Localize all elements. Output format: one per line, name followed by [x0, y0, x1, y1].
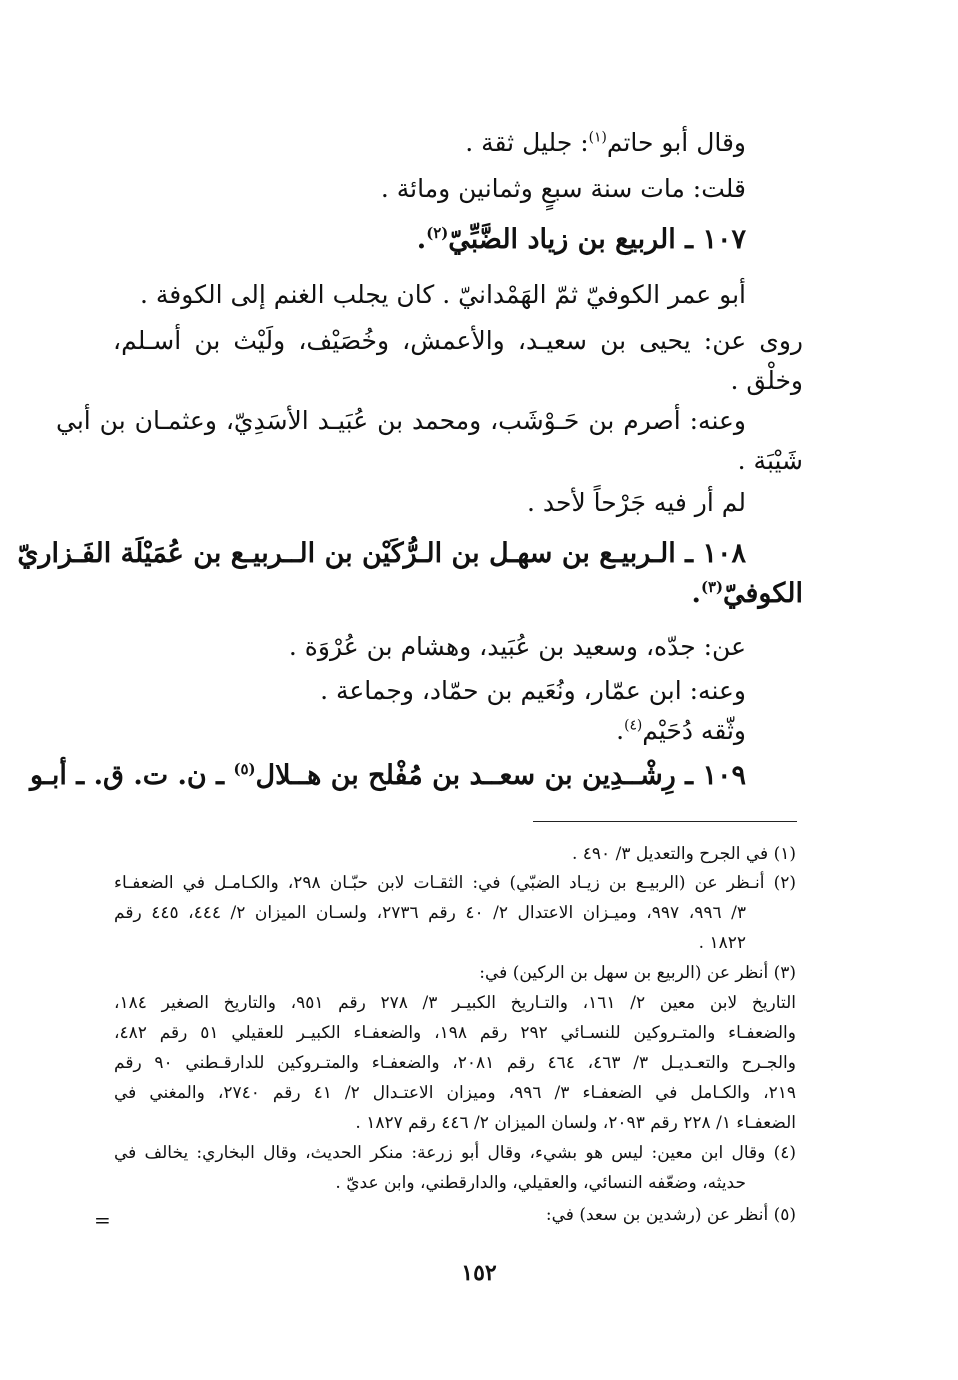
text-segment: : جليل ثقة . — [465, 128, 589, 157]
text-line-wathaqahu — [616, 716, 746, 745]
text-segment: . — [616, 716, 625, 745]
text-line-wa-anhu-ibn-ammar: وعنه: ابن عمّار، ونُعَيم بن حمّاد، وجماعة . — [320, 676, 746, 705]
entry-heading-end: ـ ن. ت. ق. ـ أبـو — [29, 760, 234, 791]
text-line-shayba: شَيْبَة . — [737, 446, 803, 475]
footnote-separator — [533, 821, 797, 822]
footnote-ref-1: (١) — [588, 129, 607, 146]
footnote-1: (١) في الجرح والتعديل ٣/ ٤٩٠ . — [571, 844, 796, 864]
text-segment: وقال أبو حاتم — [606, 128, 746, 157]
entry-heading-text: الكوفيّ — [723, 578, 803, 609]
footnote-ref-3: (٣) — [700, 578, 723, 596]
footnote-4-line-2: حديثه، وضعّفه النسائي، والعقيلي، والدارقطني، وابن عديّ . — [335, 1173, 746, 1193]
footnote-2-line-3: ١٨٢٢ . — [698, 933, 746, 953]
entry-heading-text: ١٠٩ ـ رِشْــدِين بن سعــد بن مُفْلح بن هــلال — [255, 760, 746, 791]
footnote-3-line-4: والجـرح والتعـديـل ٣/ ٤٦٣، ٤٦٤ رقم ٢٠٨١، والضعفـاء والمتـروكين للدارقـطني ٩٠ رقم — [114, 1053, 796, 1073]
footnote-5: (٥) أنظر عن (رشدين بن سعد) في: — [545, 1205, 796, 1225]
text-line-an-jaddihi: عن: جدّه، وسعيد بن عُبَيد، وهشام بن عُرْوَة . — [288, 632, 746, 661]
entry-108-heading-cont — [692, 578, 803, 609]
entry-heading-end: . — [691, 578, 701, 609]
text-segment: وثّقه دُحَيْم — [642, 716, 746, 745]
footnote-ref-4: (٤) — [624, 717, 643, 734]
entry-108-heading: ١٠٨ ـ الـربيـع بن سهـل بن الـرُّكَيْن بن الــربيـع بن عُمَيْلَة الفَـزاريّ — [17, 538, 746, 569]
text-line-abu-umar: أبو عمر الكوفيّ ثمّ الهَمْدانيّ . كان يجلب الغنم إلى الكوفة . — [139, 280, 746, 309]
footnote-2-line-2: ٣/ ٩٩٦، ٩٩٧، وميـزان الاعتدال ٢/ ٤٠ رقم ٢٧٣٦، ولسـان الميزان ٢/ ٤٤٤، ٤٤٥ رقم — [114, 903, 746, 923]
footnote-ref-5: (٥) — [233, 760, 256, 778]
entry-107-heading — [417, 224, 746, 255]
text-line-lam-ara: لم أر فيه جَرْحاً لأحد . — [526, 488, 746, 517]
text-line-abu-hatim — [465, 128, 746, 157]
text-line-rawa-an: روى عن: يحيى بن سعيـد، والأعمش، وخُصَيْف، ولَيْث بن أسـلم، — [113, 326, 803, 355]
text-line-wakhalq: وخلْق . — [730, 366, 803, 395]
entry-109-heading — [29, 760, 746, 791]
continuation-mark: = — [94, 1208, 111, 1232]
text-line-death-year: قلت: مات سنة سبعٍ وثمانين ومائة . — [380, 174, 746, 203]
text-line-wa-anhu: وعنه: أصرم بن حَـوْشَب، ومحمد بن عُبَيـد الأسَدِيّ، وعثمـان بن أبي — [56, 406, 746, 435]
footnote-4-line-1: (٤) وقال ابن معين: ليس هو بشيء، وقال أبو زرعة: منكر الحديث، وقال البخاري: يخالف في — [114, 1143, 796, 1163]
footnote-3-line-3: والضعفـاء والمتـروكين للنسـائي ٢٩٢ رقم ١٩٨، والضعفـاء الكبيـر للعقيلي ٥١ رقم ٤٨٢، — [114, 1023, 796, 1043]
footnote-3-line-5: ٢١٩، والكـامل في الضعفـاء ٣/ ٩٩٦، وميزان الاعتـدال ٢/ ٤١ رقم ٢٧٤٠، والمغني في — [114, 1083, 796, 1103]
footnote-3-line-2: التاريخ لابن معين ٢/ ١٦١، والتـاريخ الكبيـر ٣/ ٢٧٨ رقم ٩٥١، والتاريخ الصغير ١٨٤، — [114, 993, 796, 1013]
entry-heading-end: . — [416, 224, 427, 255]
footnote-2-line-1: (٢) أنـظر عن (الربيـع بن زيـاد الضبّي) في: الثقـات لابن حبّـان ٢٩٨، والكـامـل في الضعفـاء — [114, 873, 796, 893]
footnote-3-line-1: (٣) أنظر عن (الربيع بن سهل بن الركين) في: — [479, 963, 796, 983]
page-number: ١٥٢ — [461, 1260, 497, 1286]
footnote-3-line-6: الضعفـاء ١/ ٢٢٨ رقم ٢٠٩٣، ولسان الميزان ٢/ ٤٤٦ رقم ١٨٢٧ . — [355, 1113, 796, 1133]
footnote-ref-2: (٢) — [426, 224, 449, 242]
entry-heading-text: ١٠٧ ـ الربيع بن زياد الضَّبِّيّ — [448, 224, 746, 255]
